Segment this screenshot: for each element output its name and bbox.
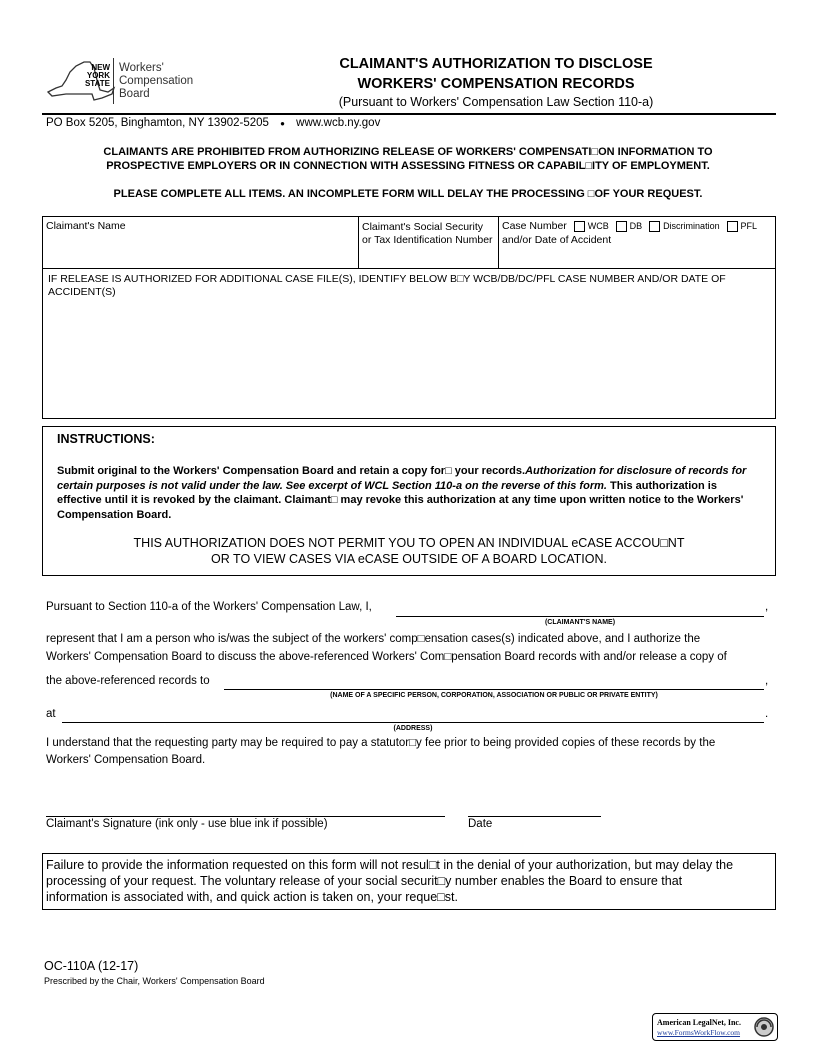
additional-cases-field[interactable] bbox=[43, 269, 775, 418]
stamp-website[interactable]: www.FormsWorkFlow.com bbox=[657, 1028, 741, 1037]
address-caption: (ADDRESS) bbox=[393, 725, 433, 732]
contact-line bbox=[46, 117, 380, 129]
bullet-separator: ● bbox=[280, 119, 285, 128]
claimant-name-caption: (CLAIMANT'S NAME) bbox=[544, 619, 616, 626]
logo-agency-line: Workers' bbox=[119, 62, 164, 74]
db-checkbox[interactable] bbox=[616, 221, 627, 232]
nys-logo bbox=[44, 58, 214, 106]
fee-line2: Workers' Compensation Board. bbox=[46, 754, 206, 766]
represent-line1: represent that I am a person who is/was the subject of the workers' comp□ensation cases(s) indicated above, and I authorize the bbox=[46, 633, 701, 645]
discrimination-checkbox[interactable] bbox=[649, 221, 660, 232]
logo-agency-line: Board bbox=[119, 88, 150, 100]
form-number: OC-110A (12-17) bbox=[44, 959, 139, 973]
logo-state-line: YORK bbox=[86, 71, 110, 80]
date-line[interactable] bbox=[468, 816, 601, 817]
stamp-company: American LegalNet, Inc. bbox=[657, 1018, 741, 1027]
db-label: DB bbox=[629, 221, 643, 231]
instructions-box bbox=[42, 426, 776, 576]
ssn-field[interactable] bbox=[359, 217, 499, 269]
pfl-checkbox[interactable] bbox=[727, 221, 738, 232]
board-website[interactable]: www.wcb.ny.gov bbox=[296, 117, 381, 129]
case-number-label: Case Number bbox=[502, 220, 567, 232]
logo-state-line: NEW bbox=[91, 63, 110, 72]
wcb-checkbox[interactable] bbox=[574, 221, 585, 232]
legalnet-stamp bbox=[652, 1013, 778, 1041]
ecase-notice-line1: THIS AUTHORIZATION DOES NOT PERMIT YOU TO OPEN AN INDIVIDUAL eCASE ACCOU□NT bbox=[133, 536, 685, 550]
prohibited-notice-line1: CLAIMANTS ARE PROHIBITED FROM AUTHORIZING RELEASE OF WORKERS' COMPENSATI□ON INFORMATION TO bbox=[103, 146, 713, 158]
instructions-text: Submit original to the Workers' Compensation Board and retain a copy for□ your records.Authorization for disclosure of records for certain purposes is not valid under the law. See excerpt of WCL Section 110-a on the reverse of this form. This authorization is effective until it is revoked by the claimant. Claimant□ may revoke this authorization at any time upon written notice to the Workers' Compensation Board. bbox=[57, 465, 747, 521]
fee-line1: I understand that the requesting party may be required to pay a statutor□y fee prior to being provided copies of these records by the bbox=[46, 737, 716, 749]
claimant-name-line[interactable] bbox=[396, 616, 764, 617]
prohibited-notice-line2: PROSPECTIVE EMPLOYERS OR IN CONNECTION WITH ASSESSING FITNESS OR CAPABIL□ITY OF EMPLOYMENT. bbox=[106, 160, 710, 172]
form-title-line2: WORKERS' COMPENSATION RECORDS bbox=[357, 76, 635, 92]
logo-state-line: STATE bbox=[84, 79, 110, 88]
globe-icon bbox=[753, 1016, 775, 1038]
represent-line2: Workers' Compensation Board to discuss the above-referenced Workers' Com□pensation Board records with and/or release a copy of bbox=[46, 651, 727, 663]
additional-cases-label: IF RELEASE IS AUTHORIZED FOR ADDITIONAL CASE FILE(S), IDENTIFY BELOW B□Y WCB/DB/DC/PFL CASE NUMBER AND/OR DATE OF ACCIDENT(S) bbox=[48, 273, 726, 298]
claimant-name-field[interactable] bbox=[43, 217, 359, 269]
records-to-text: the above-referenced records to bbox=[46, 675, 210, 687]
pursuant-text: Pursuant to Section 110-a of the Workers' Compensation Law, I, bbox=[46, 601, 372, 613]
wcb-label: WCB bbox=[587, 221, 609, 231]
form-subtitle: (Pursuant to Workers' Compensation Law Section 110-a) bbox=[338, 95, 654, 109]
failure-notice-box bbox=[42, 853, 776, 910]
complete-all-notice: PLEASE COMPLETE ALL ITEMS. AN INCOMPLETE FORM WILL DELAY THE PROCESSING □OF YOUR REQUEST. bbox=[113, 188, 703, 200]
ecase-notice-line2: OR TO VIEW CASES VIA eCASE OUTSIDE OF A BOARD LOCATION. bbox=[211, 552, 607, 566]
date-label: Date bbox=[468, 818, 493, 830]
logo-agency-line: Compensation bbox=[119, 75, 194, 87]
claimant-info-table bbox=[42, 216, 776, 419]
entity-caption: (NAME OF A SPECIFIC PERSON, CORPORATION, ASSOCIATION OR PUBLIC OR PRIVATE ENTITY) bbox=[330, 692, 658, 699]
instructions-heading: INSTRUCTIONS: bbox=[57, 432, 155, 446]
recipient-entity-line[interactable] bbox=[224, 689, 764, 690]
ssn-label: Claimant's Social Security or Tax Identification Number bbox=[362, 221, 493, 246]
signature-line[interactable] bbox=[46, 816, 445, 817]
prescribed-by: Prescribed by the Chair, Workers' Compensation Board bbox=[44, 976, 265, 986]
claimant-name-label: Claimant's Name bbox=[46, 220, 126, 232]
form-title-line1: CLAIMANT'S AUTHORIZATION TO DISCLOSE bbox=[339, 56, 653, 72]
signature-label: Claimant's Signature (ink only - use blue ink if possible) bbox=[46, 818, 328, 830]
case-number-field[interactable] bbox=[499, 217, 776, 269]
at-text: at bbox=[46, 708, 56, 720]
failure-notice-text: Failure to provide the information requested on this form will not resul□t in the denial of your authorization, but may delay the processing of your request. The voluntary release of your social securit□y number enables the Board to ensure that information is associated with, and quick action is taken on, your reque□st. bbox=[46, 858, 734, 904]
discrimination-label: Discrimination bbox=[663, 221, 720, 231]
date-of-accident-label: and/or Date of Accident bbox=[502, 234, 612, 246]
header-rule bbox=[42, 113, 776, 115]
pfl-label: PFL bbox=[740, 221, 758, 231]
board-address: PO Box 5205, Binghamton, NY 13902-5205 bbox=[46, 117, 269, 129]
address-line[interactable] bbox=[62, 722, 764, 723]
